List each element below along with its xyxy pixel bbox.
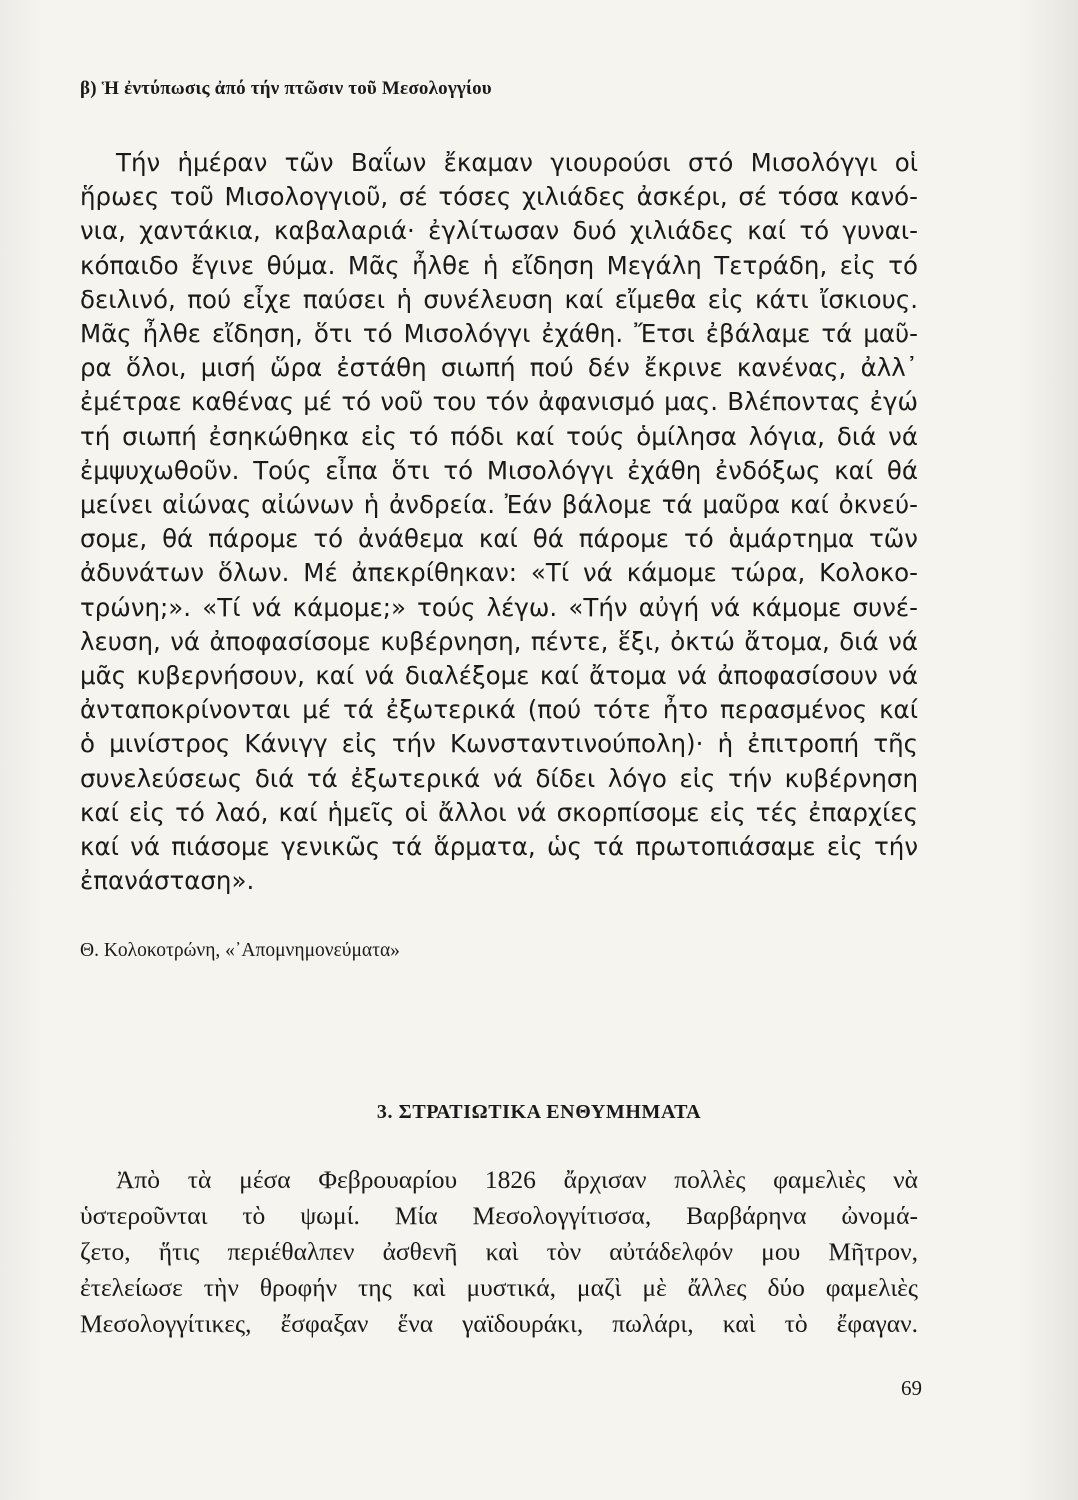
chapter-heading: 3. ΣΤΡΑΤΙΩΤΙΚΑ ΕΝΘΥΜΗΜΑΤΑ	[376, 1101, 702, 1123]
text-line: συνελεύσεως διά τά ἐξωτερικά νά δίδει λόγο εἰς τήν κυβέρνηση	[80, 763, 918, 793]
text-line: ὑστεροῦνται τὸ ψωμί. Μία Μεσολογγίτισσα, Βαρβάρηνα ὠνομά-	[80, 1201, 918, 1230]
text-line: Μεσολογγίτικες, ἔσφαξαν ἕνα γαϊδουράκι, πωλάρι, καὶ τὸ ἔφαγαν.	[80, 1309, 918, 1338]
text-line: Ἀπὸ τὰ μέσα Φεβρουαρίου 1826 ἄρχισαν πολλὲς φαμελιὲς νὰ	[116, 1165, 918, 1194]
text-line: τή σιωπή ἐσηκώθηκα εἰς τό πόδι καί τούς ὁμίλησα λόγια, διά νά	[80, 421, 918, 451]
text-line: μᾶς κυβερνήσουν, καί νά διαλέξομε καί ἄτομα νά ἀποφασίσουν νά	[80, 661, 918, 691]
text-line: ἐτελείωσε τὴν θροφήν της καὶ μυστικά, μαζὶ μὲ ἄλλες δύο φαμελιὲς	[80, 1273, 918, 1302]
text-line: κόπαιδο ἔγινε θύμα. Μᾶς ἦλθε ἡ εἴδηση Μεγάλη Τετράδη, εἰς τό	[80, 250, 918, 280]
chapter-paragraph	[80, 1162, 918, 1342]
quoted-paragraph	[80, 146, 918, 898]
text-line: λευση, νά ἀποφασίσομε κυβέρνηση, πέντε, ἕξι, ὀκτώ ἄτομα, διά νά	[80, 626, 918, 656]
text-line: σομε, θά πάρομε τό ἀνάθεμα καί θά πάρομε τό ἁμάρτημα τῶν	[80, 524, 918, 554]
text-line: ἀνταποκρίνονται μέ τά ἐξωτερικά (πού τότε ἦτο περασμένος καί	[80, 695, 918, 725]
source-citation: Θ. Κολοκοτρώνη, «᾽Απομνημονεύματα»	[80, 940, 400, 961]
text-line: ἐμψυχωθοῦν. Τούς εἶπα ὅτι τό Μισολόγγι ἐχάθη ἐνδόξως καί θά	[80, 455, 918, 485]
text-line: δειλινό, πού εἶχε παύσει ἡ συνέλευση καί εἴμεθα εἰς κάτι ἴσκιους.	[80, 284, 918, 314]
text-line: ζετο, ἥτις περιέθαλπεν ἀσθενῆ καὶ τὸν αὐτάδελφόν μου Μῆτρον,	[80, 1237, 918, 1266]
text-line: καί νά πιάσομε γενικῶς τά ἅρματα, ὡς τά πρωτοπιάσαμε εἰς τήν	[80, 832, 918, 862]
text-line: νια, χαντάκια, καβαλαριά· ἐγλίτωσαν δυό χιλιάδες καί τό γυναι-	[80, 216, 918, 246]
text-line: τρώνη;». «Τί νά κάμομε;» τούς λέγω. «Τήν αὐγή νά κάμομε συνέ-	[80, 592, 918, 622]
text-line: ἀδυνάτων ὅλων. Μέ ἀπεκρίθηκαν: «Τί νά κάμομε τώρα, Κολοκο-	[80, 558, 918, 588]
text-line: Τήν ἡμέραν τῶν Βαΐων ἔκαμαν γιουρούσι στό Μισολόγγι οἱ	[116, 148, 918, 177]
text-line: ἐπανάσταση».	[80, 866, 255, 896]
text-line: ὁ μινίστρος Κάνιγγ εἰς τήν Κωνσταντινούπολη)· ἡ ἐπιτροπή τῆς	[80, 729, 918, 759]
text-line: ρα ὅλοι, μισή ὥρα ἐστάθη σιωπή πού δέν ἔκρινε κανένας, ἀλλ᾽	[80, 353, 918, 383]
page-number: 69	[901, 1376, 922, 1400]
text-line: ἥρωες τοῦ Μισολογγιοῦ, σέ τόσες χιλιάδες ἀσκέρι, σέ τόσα κανό-	[80, 182, 918, 212]
text-line: ἐμέτραε καθένας μέ τό νοῦ του τόν ἀφανισμό μας. Βλέποντας ἐγώ	[80, 387, 918, 417]
text-line: Μᾶς ἦλθε εἴδηση, ὅτι τό Μισολόγγι ἐχάθη. Ἔτσι ἐβάλαμε τά μαῦ-	[80, 319, 918, 349]
text-line: μείνει αἰώνας αἰώνων ἡ ἀνδρεία. Ἐάν βάλομε τά μαῦρα καί ὀκνεύ-	[80, 490, 918, 520]
text-line: καί εἰς τό λαό, καί ἡμεῖς οἱ ἄλλοι νά σκορπίσομε εἰς τές ἐπαρχίες	[80, 797, 918, 827]
section-heading: β) Ἡ ἐντύπωσις ἀπό τήν πτῶσιν τοῦ Μεσολογγίου	[80, 78, 492, 99]
